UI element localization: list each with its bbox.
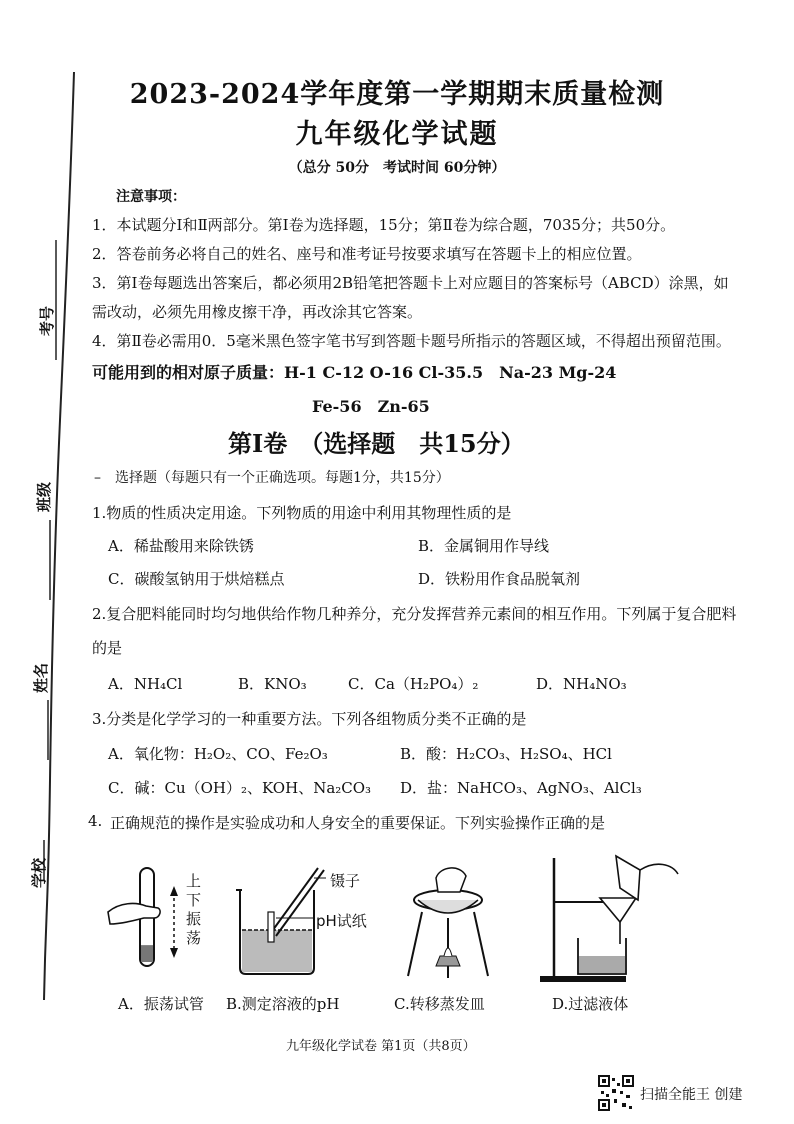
tweezers-label: 镊子 xyxy=(330,872,361,890)
q3-option-d: D．盐：NaHCO₃、AgNO₃、AlCl₃ xyxy=(400,779,642,797)
notice-item: 1．本试题分Ⅰ和Ⅱ两部分。第Ⅰ卷为选择题，15分；第Ⅱ卷为综合题，7035分；共50分。 xyxy=(92,216,676,234)
exam-meta: （总分 50分 考试时间 60分钟） xyxy=(288,160,506,176)
notice-item: 3．第Ⅰ卷每题选出答案后，都必须用2B铅笔把答题卡上对应题目的答案标号（ABCD）涂黑，如 xyxy=(92,274,729,292)
q3-stem: 3.分类是化学学习的一种重要方法。下列各组物质分类不正确的是 xyxy=(92,710,527,728)
q1-stem: 1.物质的性质决定用途。下列物质的用途中利用其物理性质的是 xyxy=(92,504,512,522)
part1-heading: 第Ⅰ卷 （选择题 共15分） xyxy=(228,429,525,458)
q1-option-c: C．碳酸氢钠用于烘焙糕点 xyxy=(108,570,285,588)
q2-option-b: B．KNO₃ xyxy=(238,675,307,693)
q4-caption-a: A．振荡试管 xyxy=(118,995,204,1013)
side-label-class: 班级 xyxy=(35,481,53,512)
side-label-school: 学校 xyxy=(30,857,48,888)
scanner-watermark: 扫描全能王 创建 xyxy=(640,1087,743,1103)
q4-stem: 正确规范的操作是实验成功和人身安全的重要保证。下列实验操作正确的是 xyxy=(110,814,606,832)
exam-title: 2023-2024学年度第一学期期末质量检测 xyxy=(129,79,665,110)
q2-stem: 2.复合肥料能同时均匀地供给作物几种养分，充分发挥营养元素间的相互作用。下列属于复合肥料 xyxy=(92,605,737,623)
q1-option-b: B．金属铜用作导线 xyxy=(418,537,550,555)
q3-option-c: C．碱：Cu（OH）₂、KOH、Na₂CO₃ xyxy=(108,779,372,797)
qr-code-icon xyxy=(598,1075,634,1111)
shake-label-char: 荡 xyxy=(186,929,202,947)
q4-caption-c: C.转移蒸发皿 xyxy=(394,995,485,1013)
notice-item: 4．第Ⅱ卷必需用0．5毫米黑色签字笔书写到答题卡题号所指示的答题区域，不得超出预留范围。 xyxy=(92,332,731,350)
ph-paper-label: pH试纸 xyxy=(316,912,367,930)
shake-label xyxy=(186,872,204,948)
q2-stem-cont: 的是 xyxy=(92,639,123,657)
q4-caption-d: D.过滤液体 xyxy=(552,995,629,1013)
figure-shake-test-tube xyxy=(108,868,178,966)
q2-option-d: D．NH₄NO₃ xyxy=(536,675,627,693)
atomic-masses: 可能用到的相对原子质量：H-1 C-12 O-16 Cl-35.5 Na-23 Mg-24 xyxy=(92,363,617,382)
q3-option-a: A．氧化物：H₂O₂、CO、Fe₂O₃ xyxy=(108,745,328,763)
shake-label-char: 振 xyxy=(186,910,202,928)
notice-item: 需改动，必须先用橡皮擦干净，再改涂其它答案。 xyxy=(92,303,423,321)
notice-heading: 注意事项： xyxy=(116,189,186,205)
side-label-name: 姓名 xyxy=(32,662,50,693)
q1-option-a: A．稀盐酸用来除铁锈 xyxy=(108,537,254,555)
notice-item: 2．答卷前务必将自己的姓名、座号和准考证号按要求填写在答题卡上的相应位置。 xyxy=(92,245,642,263)
q2-option-a: A．NH₄Cl xyxy=(108,675,183,693)
page-footer: 九年级化学试卷 第1页（共8页） xyxy=(286,1039,476,1054)
q2-option-c: C．Ca（H₂PO₄）₂ xyxy=(348,675,479,693)
q4-number: 4. xyxy=(88,812,103,830)
exam-subtitle: 九年级化学试题 xyxy=(295,119,499,150)
q4-caption-b: B.测定溶液的pH xyxy=(226,995,340,1013)
side-label-exam-no: 考号 xyxy=(38,305,56,336)
figure-filtration xyxy=(540,856,678,982)
q1-option-d: D．铁粉用作食品脱氧剂 xyxy=(418,570,581,588)
part1-instruction: – 选择题（每题只有一个正确选项。每题1分，共15分） xyxy=(94,470,450,486)
figure-evaporating-dish xyxy=(408,868,488,978)
q3-option-b: B．酸：H₂CO₃、H₂SO₄、HCl xyxy=(400,745,612,763)
shake-label-char: 上 xyxy=(186,872,202,890)
shake-label-char: 下 xyxy=(186,891,202,909)
figure-ph-test xyxy=(236,868,326,974)
atomic-masses-cont: Fe-56 Zn-65 xyxy=(312,397,430,416)
